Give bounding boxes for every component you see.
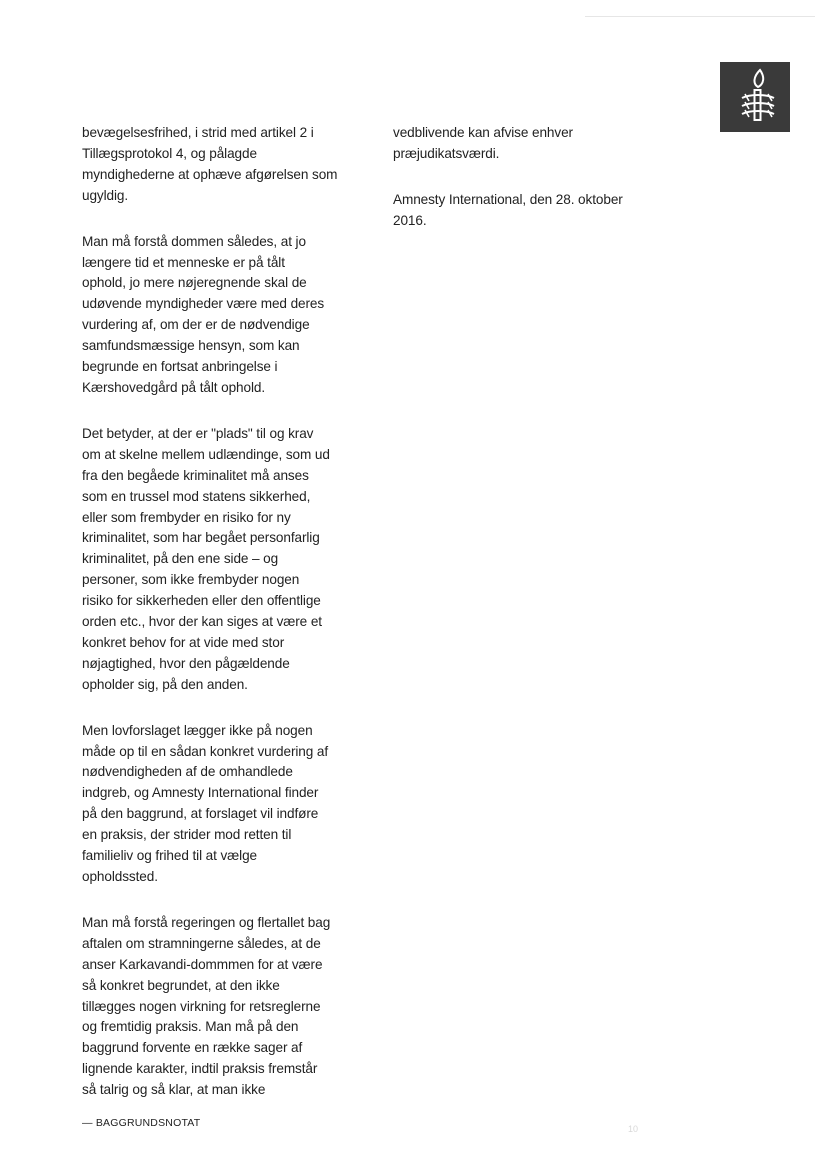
page-number: 10 xyxy=(628,1124,639,1134)
paragraph: Men lovforslaget lægger ikke på nogen måde op til en sådan konkret vurdering af nødvendigheden af de omhandlede indgreb, og Amnesty International finder på den baggrund, at forslaget vil indføre en praksis, der strider mod retten til familieliv og frihed til at vælge opholdssted. xyxy=(82,722,329,884)
paragraph: Det betyder, at der er "plads" til og krav om at skelne mellem udlændinge, som ud fra den begåede kriminalitet må anses som en trussel mod statens sikkerhed, eller som frembyder en risiko for ny kriminalitet, som har begået personfarlig kriminalitet, på den ene side – og personer, som ikke frembyder nogen risiko for sikkerheden eller den offentlige orden etc., hvor der kan siges at være et konkret behov for at vide med stor nøjagtighed, hvor den pågældende opholder sig, på den anden. xyxy=(82,425,330,692)
signature-line: Amnesty International, den 28. oktober 2016. xyxy=(393,191,623,228)
paragraph: bevægelsesfrihed, i strid med artikel 2 i Tillægsprotokol 4, og pålagde myndighederne at ophæve afgørelsen som ugyldig. xyxy=(82,125,338,203)
left-column xyxy=(82,123,382,1126)
paragraph: Man må forstå dommen således, at jo længere tid et menneske er på tålt ophold, jo mere nøjeregnende skal de udøvende myndigheder være med deres vurdering af, om der er de nødvendige samfundsmæssige hensyn, som kan begrunde en fortsat anbringelse i Kærshovedgård på tålt ophold. xyxy=(82,233,325,395)
right-column xyxy=(393,123,693,257)
header-rule xyxy=(585,16,815,17)
footer-label: — BAGGRUNDSNOTAT xyxy=(82,1117,201,1129)
amnesty-logo xyxy=(720,62,790,132)
paragraph: vedblivende kan afvise enhver præjudikatsværdi. xyxy=(393,125,573,161)
amnesty-candle-icon xyxy=(720,62,790,132)
paragraph: Man må forstå regeringen og flertallet bag aftalen om stramningerne således, at de anser Karkavandi-dommmen for at være så konkret begrundet, at den ikke tillægges nogen virkning for retsreglerne og fremtidig praksis. Man må på den baggrund forvente en række sager af lignende karakter, indtil praksis fremstår så talrig og så klar, at man ikke xyxy=(82,914,331,1098)
